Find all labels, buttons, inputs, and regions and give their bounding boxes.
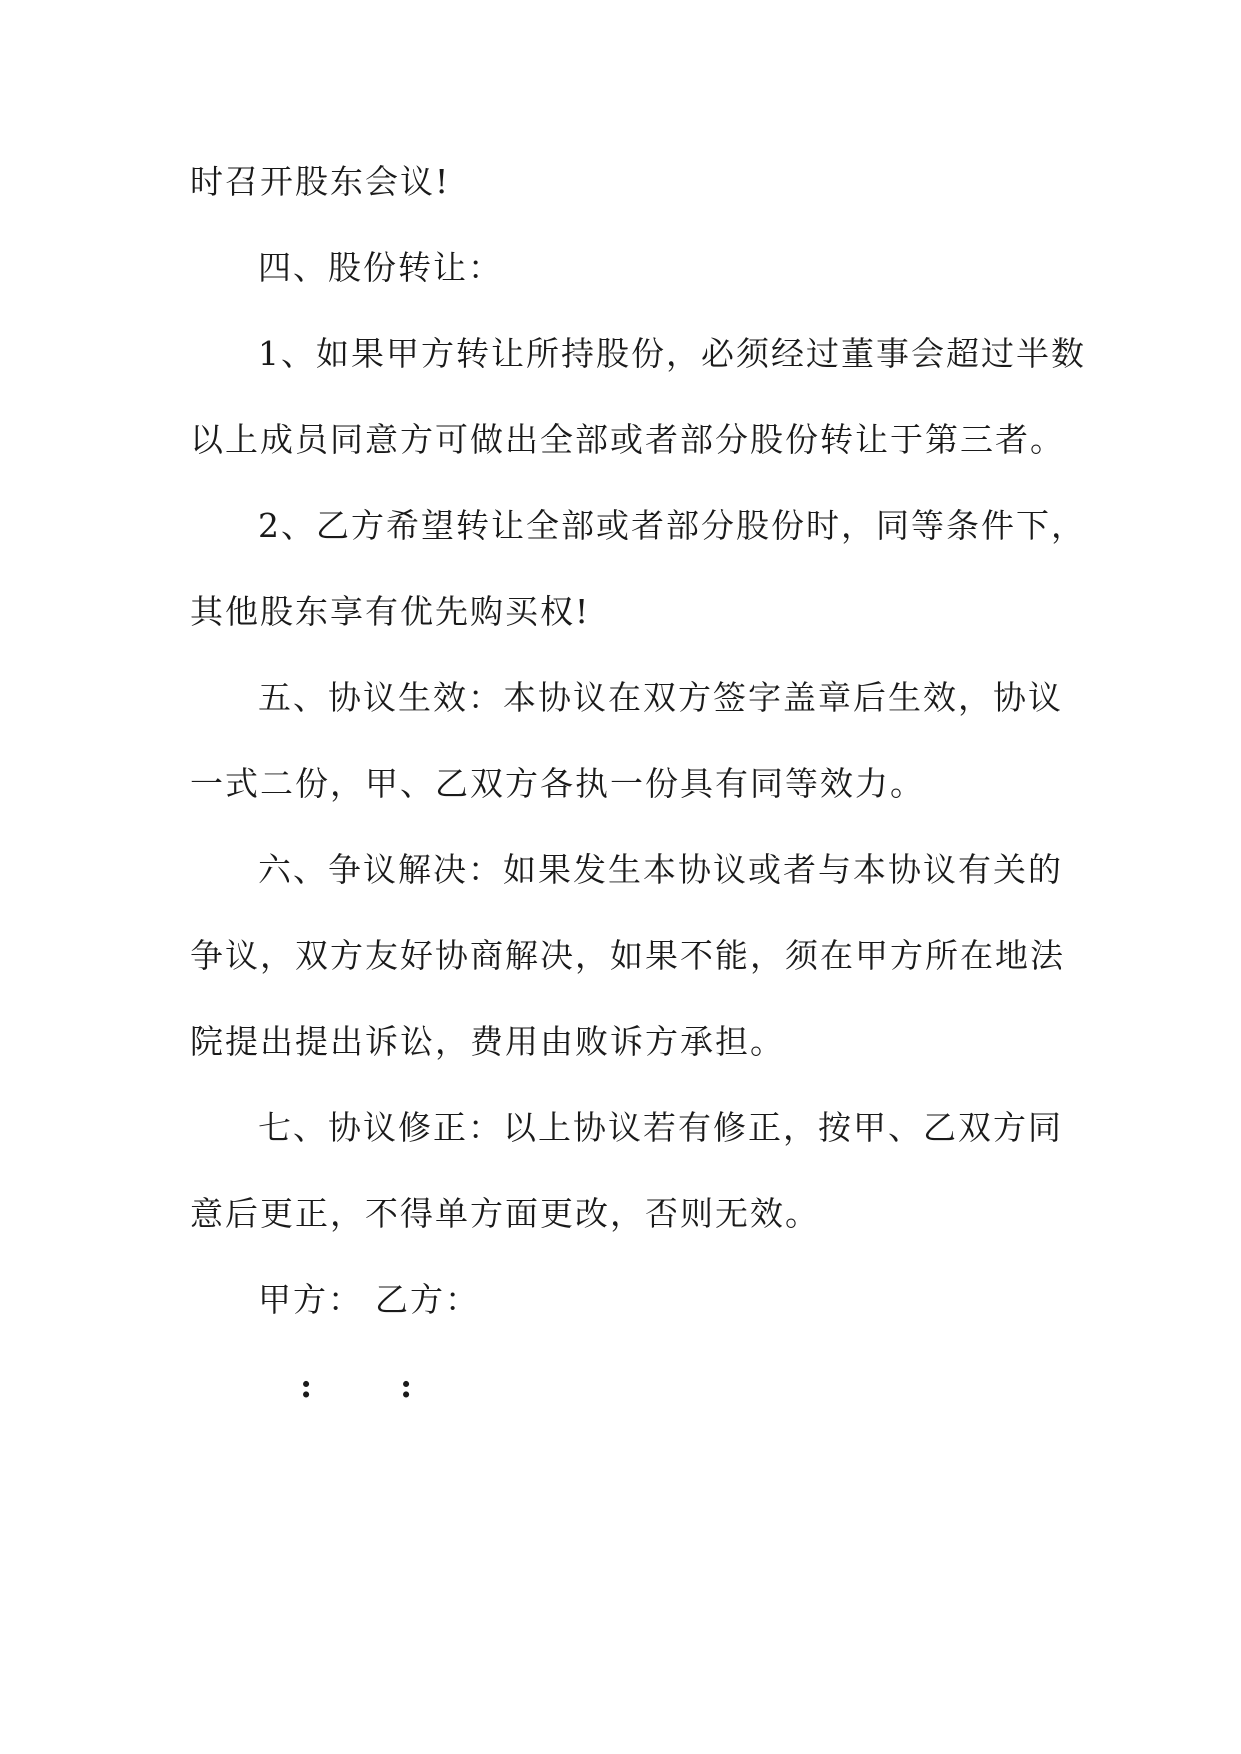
section-agreement-effect: 五、协议生效：本协议在双方签字盖章后生效，协议 [258, 678, 1063, 717]
text-line: 一式二份，甲、乙双方各执一份具有同等效力。 [190, 764, 925, 803]
text-line: 意后更正，不得单方面更改，否则无效。 [190, 1194, 820, 1233]
text-line: 2、乙方希望转让全部或者部分股份时，同等条件下， [258, 506, 1086, 545]
party-a-label: 甲方： [258, 1280, 363, 1319]
section-heading-share-transfer: 四、股份转让： [258, 248, 503, 287]
text-line: 其他股东享有优先购买权! [190, 592, 591, 631]
text-line: 争议，双方友好协商解决，如果不能，须在甲方所在地法 [190, 936, 1065, 975]
text-line: 1、如果甲方转让所持股份，必须经过董事会超过半数 [258, 334, 1086, 373]
signature-line [258, 1280, 480, 1320]
party-b-label: 乙方： [375, 1280, 480, 1319]
section-dispute-resolution: 六、争议解决：如果发生本协议或者与本协议有关的 [258, 850, 1063, 889]
text-line: 院提出提出诉讼，费用由败诉方承担。 [190, 1022, 785, 1061]
text-line: 以上成员同意方可做出全部或者部分股份转让于第三者。 [190, 420, 1065, 459]
date-colon-b: : [400, 1366, 413, 1405]
date-colon-a: : [300, 1366, 313, 1405]
section-agreement-amendment: 七、协议修正：以上协议若有修正，按甲、乙双方同 [258, 1108, 1063, 1147]
text-line: 时召开股东会议! [190, 162, 451, 201]
